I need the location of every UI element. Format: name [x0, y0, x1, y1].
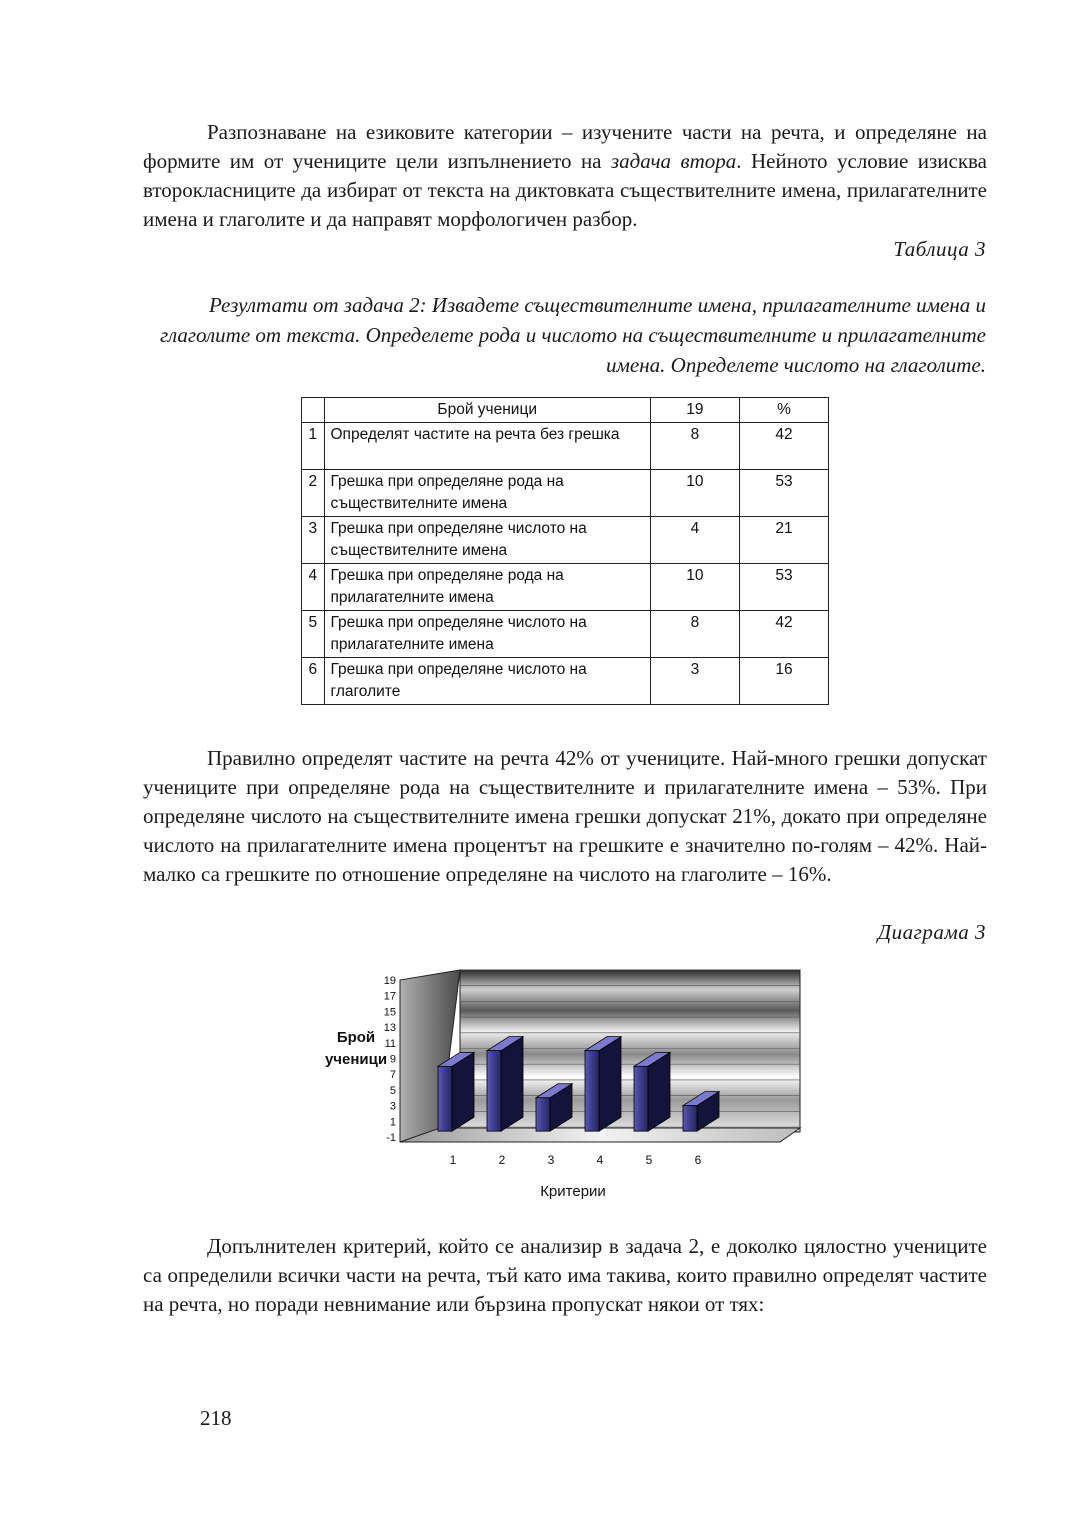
row-count: 3 [650, 658, 739, 705]
paragraph-intro-part1: Разпознаване на езиковите категории – изучените части на речта, и определяне на формите им от учениците цели изпълнението на [143, 120, 987, 173]
table-row [302, 611, 829, 658]
x-tick-label: 6 [694, 1153, 702, 1167]
row-criterion: Определят частите на речта без грешка [324, 423, 650, 470]
row-percent: 42 [739, 423, 828, 470]
row-num: 2 [302, 470, 325, 517]
row-percent: 21 [739, 517, 828, 564]
row-criterion: Грешка при определяне числото на глаголите [324, 658, 650, 705]
task-two-emphasis: задача втора [610, 149, 737, 173]
y-tick-label: 3 [389, 1100, 396, 1113]
x-tick-label: 4 [596, 1153, 604, 1167]
row-num: 5 [302, 611, 325, 658]
table-row [302, 658, 829, 705]
y-tick-label: 17 [383, 990, 396, 1003]
header-count-cell: 19 [650, 398, 739, 423]
bar-front [487, 1051, 501, 1132]
paragraph-intro [143, 118, 987, 234]
row-count: 4 [650, 517, 739, 564]
table-row [302, 564, 829, 611]
table-caption: Резултати от задача 2: Извадете съществителните имена, прилагателните имена и глаголите от текста. Определете рода и числото на съществителните и прилагателните имена. Определете числото на глаголите. [160, 293, 986, 377]
bar-5 [634, 1052, 670, 1131]
y-tick-label: 9 [389, 1053, 396, 1066]
row-count: 10 [650, 470, 739, 517]
y-tick-label: 11 [384, 1037, 396, 1050]
row-count: 8 [650, 423, 739, 470]
x-tick-label: 2 [498, 1153, 506, 1167]
results-table [301, 397, 829, 705]
x-tick-labels [450, 1153, 702, 1167]
y-tick-label: 5 [389, 1084, 396, 1097]
x-axis-label: Критерии [540, 1183, 606, 1200]
row-percent: 53 [739, 470, 828, 517]
chart-label: Диаграма 3 [877, 920, 986, 944]
bar-front [683, 1106, 697, 1132]
header-num-cell [302, 398, 325, 423]
paragraph-additional: Допълнителен критерий, който се анализир в задача 2, е доколко цялостно учениците са определили всички части на речта, тъй като има такива, които правилно определят частите на речта, но поради невнимание или бързина пропускат някои от тях: [143, 1234, 987, 1316]
paragraph-results: Правилно определят частите на речта 42% от учениците. Най-много грешки допускат учениците при определяне рода на съществителните и прилагателните имена – 53%. При определяне числото на съществителните имена грешки допускат 21%, докато при определяне числото на прилагателните имена процентът на грешките е значително по-голям – 42%. Най-малко са грешките по отношение определяне на числото на глаголите – 16%. [143, 746, 987, 886]
bar-front [438, 1066, 452, 1131]
bar-front [536, 1098, 550, 1131]
bar-1 [438, 1052, 474, 1131]
row-percent: 53 [739, 564, 828, 611]
row-percent: 42 [739, 611, 828, 658]
row-num: 1 [302, 423, 325, 470]
row-criterion: Грешка при определяне числото на съществителните имена [324, 517, 650, 564]
bar-side [599, 1037, 621, 1132]
row-criterion: Грешка при определяне рода на съществителните имена [324, 470, 650, 517]
row-num: 6 [302, 658, 325, 705]
row-count: 10 [650, 564, 739, 611]
bar-4 [585, 1037, 621, 1132]
table-row [302, 423, 829, 470]
table-row [302, 517, 829, 564]
row-num: 3 [302, 517, 325, 564]
y-tick-label: 7 [389, 1069, 396, 1082]
header-percent-cell: % [739, 398, 828, 423]
y-axis-label-line1: Брой [336, 1029, 376, 1046]
row-criterion: Грешка при определяне числото на прилагателните имена [324, 611, 650, 658]
y-tick-label: 1 [389, 1116, 396, 1129]
bar-2 [487, 1037, 523, 1132]
row-percent: 16 [739, 658, 828, 705]
y-axis-label-line2: ученици [324, 1051, 388, 1068]
x-tick-label: 5 [645, 1153, 653, 1167]
y-tick-label: 13 [383, 1022, 396, 1035]
bar-chart-3d [300, 960, 820, 1210]
bar-front [585, 1051, 599, 1132]
paragraph-intro-part2: . Нейното условие изисква второкласниците да избират от текста на диктовката съществителните имена, прилагателните имена и глаголите и да направят морфологичен разбор. [143, 149, 987, 231]
header-criterion-cell: Брой ученици [324, 398, 650, 423]
y-tick-label: 15 [383, 1006, 396, 1019]
x-tick-label: 3 [547, 1153, 555, 1167]
row-criterion: Грешка при определяне рода на прилагателните имена [324, 564, 650, 611]
table-label: Таблица 3 [893, 237, 986, 261]
bar-side [501, 1037, 523, 1132]
page-number: 218 [200, 1406, 232, 1430]
y-tick-label: 19 [383, 975, 396, 987]
table-header-row [302, 398, 829, 423]
row-num: 4 [302, 564, 325, 611]
row-count: 8 [650, 611, 739, 658]
y-tick-label: -1 [386, 1132, 396, 1144]
table-row [302, 470, 829, 517]
bar-front [634, 1066, 648, 1131]
x-tick-label: 1 [449, 1153, 457, 1167]
